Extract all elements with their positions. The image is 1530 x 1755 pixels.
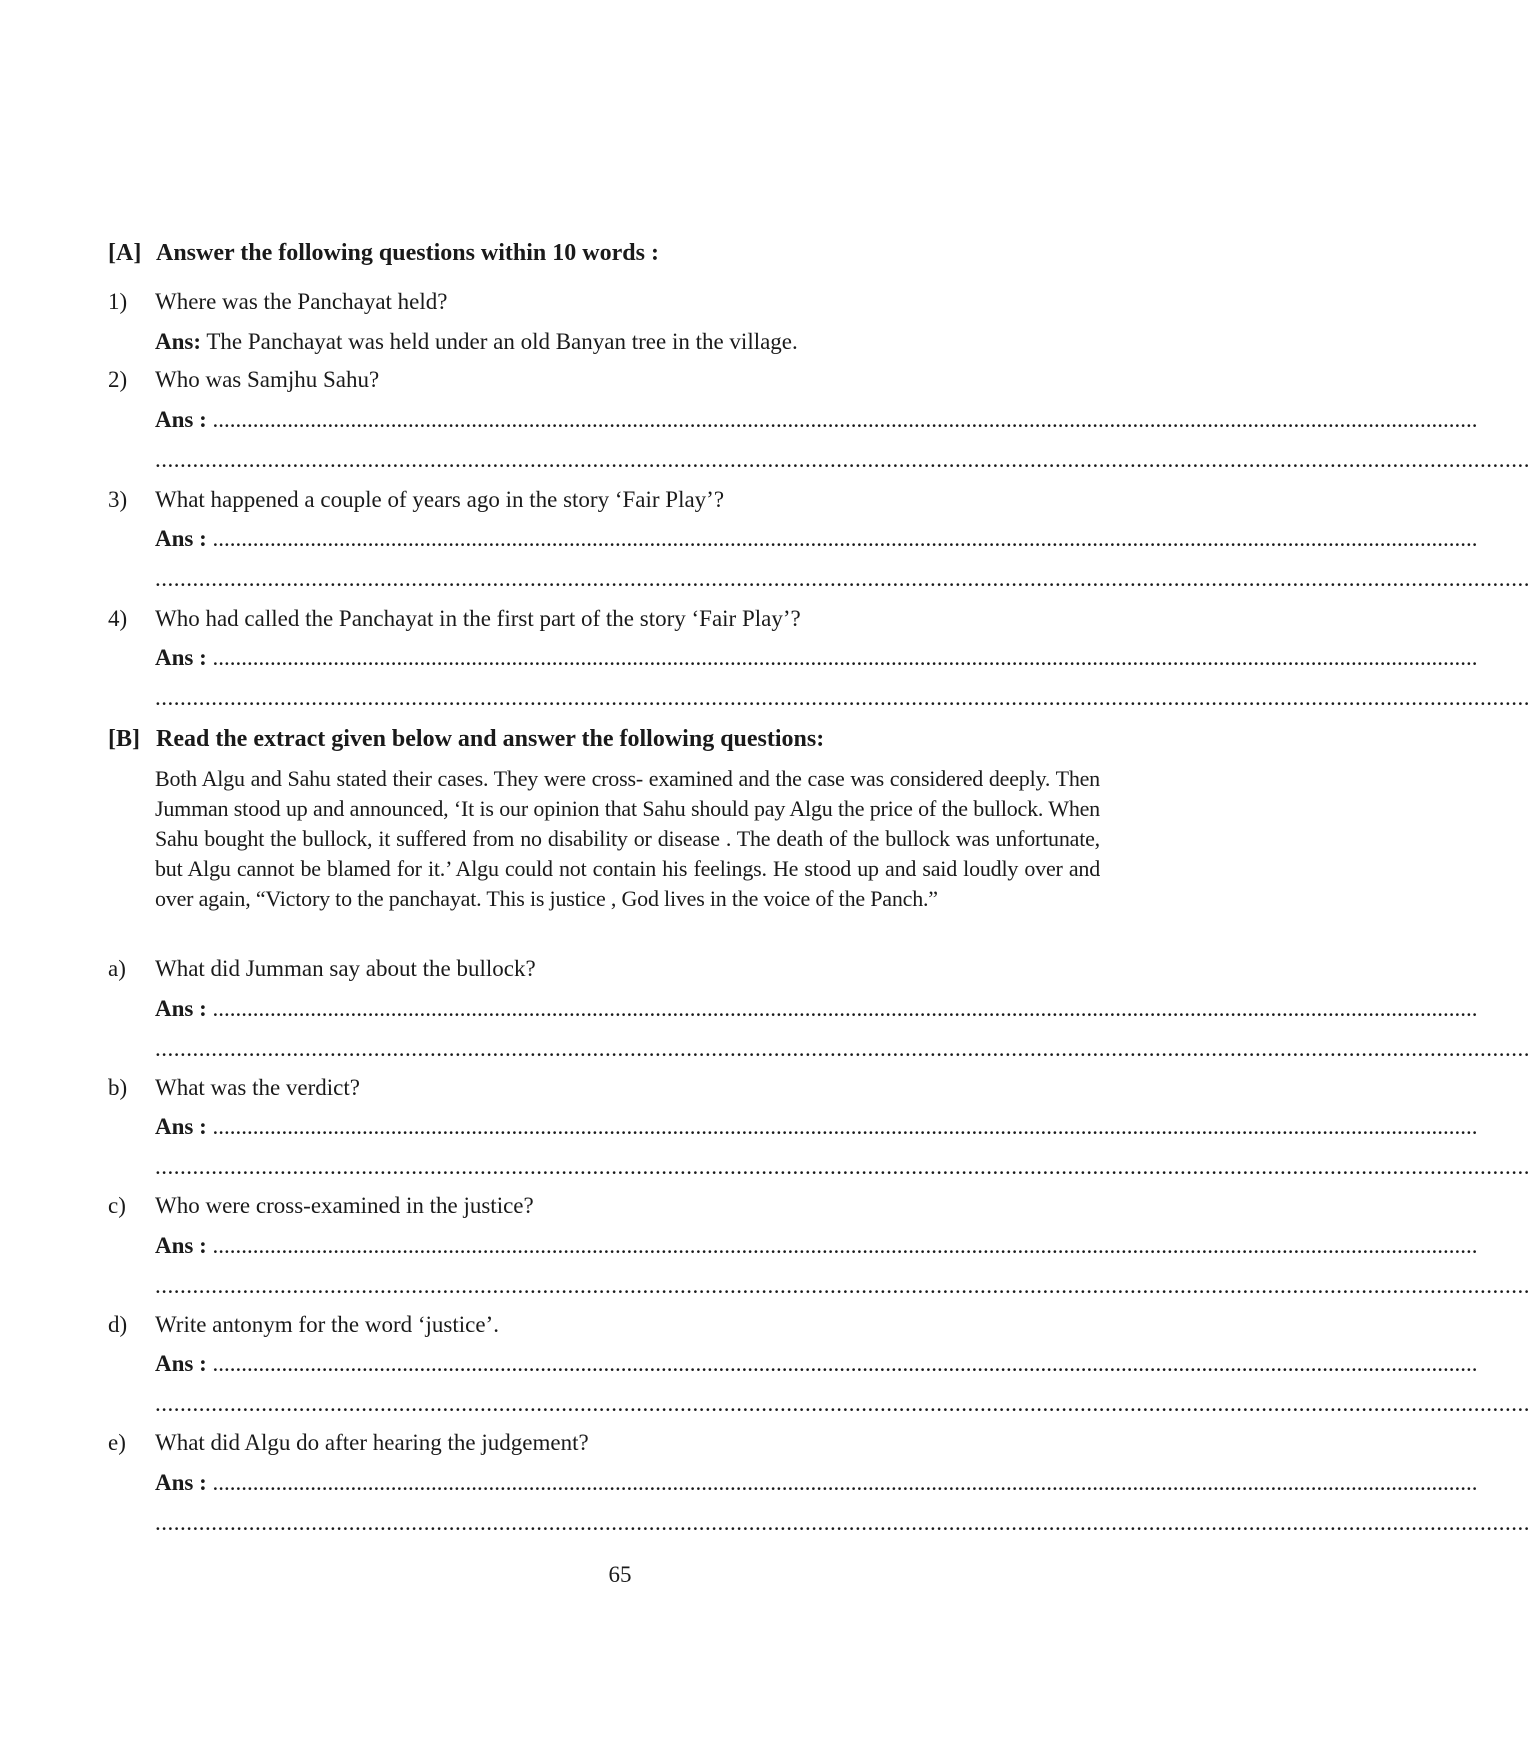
- answer-blank[interactable]: ............................................................................................................................................................................................................................: [212, 1470, 1478, 1495]
- answer-blank[interactable]: ............................................................................................................................................................................................................................: [212, 407, 1478, 432]
- answer-blank[interactable]: ............................................................................................................................................................................................................................: [212, 1114, 1478, 1139]
- answer-blank[interactable]: ............................................................................................................................................................................................................................: [212, 645, 1478, 670]
- answer-line[interactable]: [155, 1468, 1478, 1498]
- question-number: e): [108, 1430, 126, 1455]
- answer-line[interactable]: [155, 405, 1478, 435]
- question-text: What was the verdict?: [155, 1075, 360, 1100]
- section-b-title: Read the extract given below and answer the following questions:: [156, 726, 825, 752]
- answer-blank[interactable]: ............................................................................................................................................................................................................................: [155, 1036, 1530, 1061]
- answer-label: Ans :: [155, 1233, 207, 1258]
- question-number: b): [108, 1075, 128, 1100]
- answer-blank[interactable]: ............................................................................................................................................................................................................................: [155, 1273, 1530, 1298]
- answer-blank[interactable]: ............................................................................................................................................................................................................................: [155, 447, 1530, 472]
- answer-blank[interactable]: ............................................................................................................................................................................................................................: [155, 566, 1530, 591]
- answer-blank[interactable]: ............................................................................................................................................................................................................................: [212, 1351, 1478, 1376]
- answer-label: Ans:: [155, 329, 202, 354]
- question-text: Who were cross-examined in the justice?: [155, 1193, 534, 1218]
- answer-blank[interactable]: ............................................................................................................................................................................................................................: [212, 1233, 1478, 1258]
- extract-passage: Both Algu and Sahu stated their cases. They were cross- examined and the case was considered deeply. Then Jumman stood up and announced, ‘It is our opinion that Sahu should pay Algu the price of the bullock. When Sahu bought the bullock, it suffered from no disability or disease . The death of the bullock was unfortunate, but Algu cannot be blamed for it.’ Algu could not contain his feelings. He stood up and said loudly over and over again, “Victory to the panchayat. This is justice , God lives in the voice of the Panch.”: [155, 766, 1100, 911]
- section-b-tag: [B]: [108, 726, 140, 752]
- answer-blank[interactable]: ............................................................................................................................................................................................................................: [155, 1510, 1530, 1535]
- answer-blank[interactable]: ............................................................................................................................................................................................................................: [155, 685, 1530, 710]
- answer-blank[interactable]: ............................................................................................................................................................................................................................: [155, 1391, 1530, 1416]
- answer-blank[interactable]: ............................................................................................................................................................................................................................: [212, 996, 1478, 1021]
- answer-label: Ans :: [155, 1470, 207, 1495]
- section-a-tag: [A]: [108, 240, 142, 266]
- page-number: 65: [608, 1562, 632, 1587]
- answer-line[interactable]: [155, 643, 1478, 673]
- answer-text: The Panchayat was held under an old Banyan tree in the village.: [206, 329, 798, 354]
- section-a-title: Answer the following questions within 10 words :: [156, 240, 659, 266]
- question-number: 2): [108, 367, 128, 392]
- question-text: What did Jumman say about the bullock?: [155, 956, 536, 981]
- question-number: d): [108, 1312, 128, 1337]
- answer-label: Ans :: [155, 1351, 207, 1376]
- answer-blank[interactable]: ............................................................................................................................................................................................................................: [155, 1154, 1530, 1179]
- section-a-heading: [108, 238, 659, 268]
- question-text: What happened a couple of years ago in the story ‘Fair Play’?: [155, 487, 725, 512]
- answer-line[interactable]: [155, 524, 1478, 554]
- section-b-heading: [108, 724, 824, 754]
- answer-label: Ans :: [155, 407, 207, 432]
- question-text: What did Algu do after hearing the judgement?: [155, 1430, 589, 1455]
- answer-blank[interactable]: ............................................................................................................................................................................................................................: [212, 526, 1478, 551]
- question-number: 1): [108, 289, 128, 314]
- question-number: 3): [108, 487, 128, 512]
- answer-label: Ans :: [155, 1114, 207, 1139]
- question-text: Who had called the Panchayat in the first part of the story ‘Fair Play’?: [155, 606, 801, 631]
- question-text: Who was Samjhu Sahu?: [155, 367, 380, 392]
- answer-line[interactable]: [155, 1349, 1478, 1379]
- question-number: 4): [108, 606, 128, 631]
- answer-line[interactable]: [155, 1231, 1478, 1261]
- question-number: c): [108, 1193, 126, 1218]
- answer-label: Ans :: [155, 996, 207, 1021]
- question-number: a): [108, 956, 126, 981]
- answer-label: Ans :: [155, 526, 207, 551]
- question-text: Where was the Panchayat held?: [155, 289, 448, 314]
- answer-label: Ans :: [155, 645, 207, 670]
- answer-line[interactable]: [155, 994, 1478, 1024]
- answer-line[interactable]: [155, 1112, 1478, 1142]
- question-text: Write antonym for the word ‘justice’.: [155, 1312, 499, 1337]
- answer-line: [155, 327, 1073, 357]
